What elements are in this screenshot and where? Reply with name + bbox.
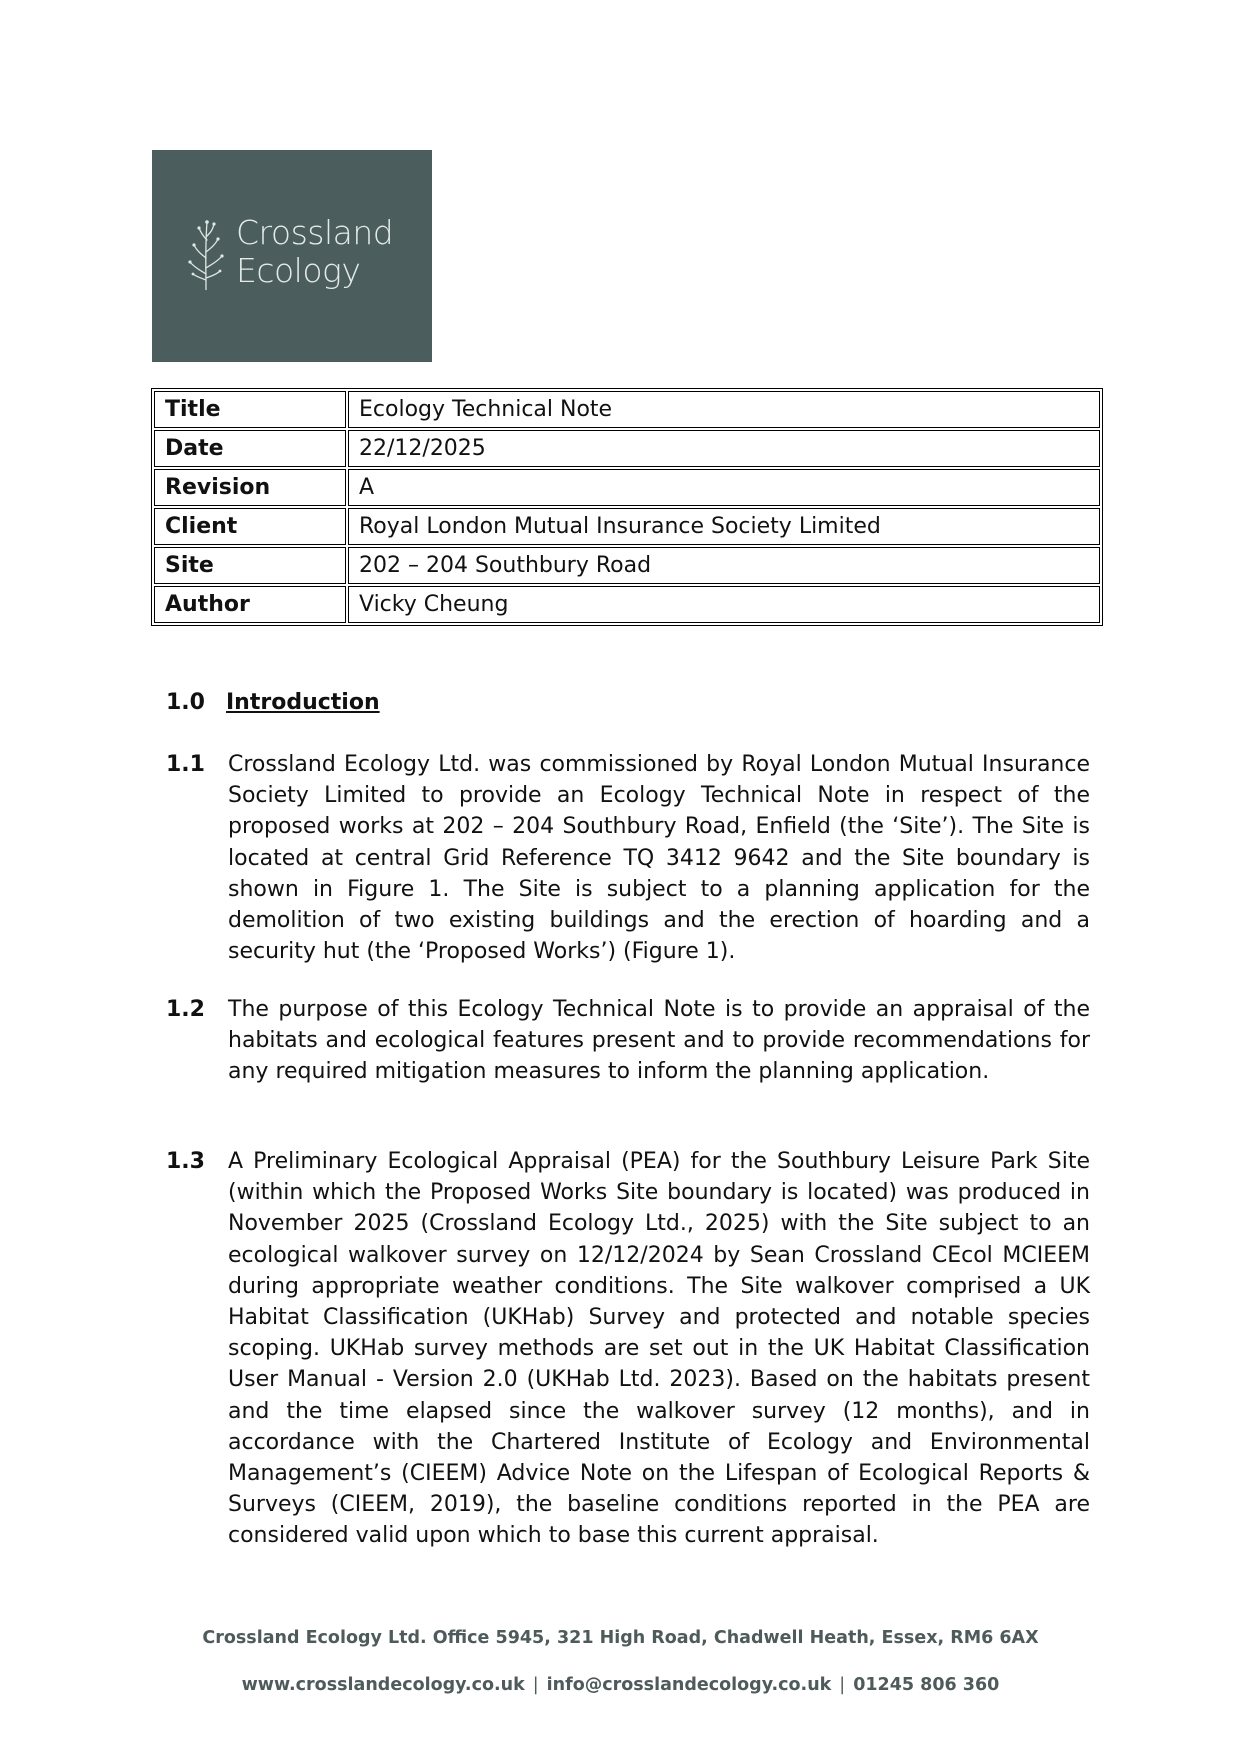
info-key: Client [154, 508, 346, 545]
info-value: Vicky Cheung [348, 586, 1100, 623]
footer-separator: | [532, 1675, 539, 1695]
logo-line-2: Ecology [236, 251, 361, 290]
paragraph-text: A Preliminary Ecological Appraisal (PEA) for the Southbury Leisure Park Site (within which the Proposed Works Site boundary is located) was produced in November 2025 (Crossland Ecology Ltd., 2025) with the Site subject to an ecological walkover survey on 12/12/2024 by Sean Crossland CEcol MCIEEM during appropriate weather conditions. The Site walkover comprised a UK Habitat Classification (UKHab) Survey and protected and notable species scoping. UKHab survey methods are set out in the UK Habitat Classification User Manual - Version 2.0 (UKHab Ltd. 2023). Based on the habitats present and the time elapsed since the walkover survey (12 months), and in accordance with the Chartered Institute of Ecology and Environmental Management’s (CIEEM) Advice Note on the Lifespan of Ecological Reports & Surveys (CIEEM, 2019), the baseline conditions reported in the PEA are considered valid upon which to base this current appraisal. [228, 1149, 1090, 1549]
info-value: Royal London Mutual Insurance Society Limited [348, 508, 1100, 545]
info-value: A [348, 469, 1100, 506]
footer-phone: 01245 806 360 [853, 1675, 1000, 1695]
logo-wordmark [236, 214, 393, 290]
paragraph-text: The purpose of this Ecology Technical Note is to provide an appraisal of the habitats and ecological features present and to provide recommendations for any required mitigation measures to inform the planning application. [228, 997, 1090, 1085]
section-title: Introduction [226, 690, 380, 715]
footer-email-link[interactable]: info@crosslandecology.co.uk [546, 1675, 832, 1695]
footer-website-link[interactable]: www.crosslandecology.co.uk [241, 1675, 525, 1695]
footer-separator: | [839, 1675, 846, 1695]
info-key: Title [154, 391, 346, 428]
info-row-title [154, 391, 1100, 428]
document-info-table [151, 388, 1103, 626]
info-key: Revision [154, 469, 346, 506]
paragraph-number: 1.1 [166, 752, 205, 777]
footer-address: Crossland Ecology Ltd. Office 5945, 321 High Road, Chadwell Heath, Essex, RM6 6AX [202, 1628, 1039, 1648]
paragraph-text: Crossland Ecology Ltd. was commissioned by Royal London Mutual Insurance Society Limited to provide an Ecology Technical Note in respect of the proposed works at 202 – 204 Southbury Road, Enfield (the ‘Site’). The Site is located at central Grid Reference TQ 3412 9642 and the Site boundary is shown in Figure 1. The Site is subject to a planning application for the demolition of two existing buildings and the erection of hoarding and a security hut (the ‘Proposed Works’) (Figure 1). [228, 752, 1090, 965]
logo-line-1: Crossland [236, 213, 394, 252]
info-row-author [154, 586, 1100, 623]
info-row-revision [154, 469, 1100, 506]
paragraph-number: 1.2 [166, 997, 205, 1022]
info-row-date [154, 430, 1100, 467]
info-key: Site [154, 547, 346, 584]
info-key: Author [154, 586, 346, 623]
section-heading [166, 690, 380, 715]
info-value: Ecology Technical Note [348, 391, 1100, 428]
info-row-site [154, 547, 1100, 584]
info-row-client [154, 508, 1100, 545]
paragraph-number: 1.3 [166, 1149, 205, 1174]
info-key: Date [154, 430, 346, 467]
info-value: 202 – 204 Southbury Road [348, 547, 1100, 584]
footer-contacts [0, 1675, 1241, 1695]
company-logo [152, 150, 432, 362]
info-value: 22/12/2025 [348, 430, 1100, 467]
sprig-icon [186, 218, 226, 290]
section-number: 1.0 [166, 690, 205, 715]
